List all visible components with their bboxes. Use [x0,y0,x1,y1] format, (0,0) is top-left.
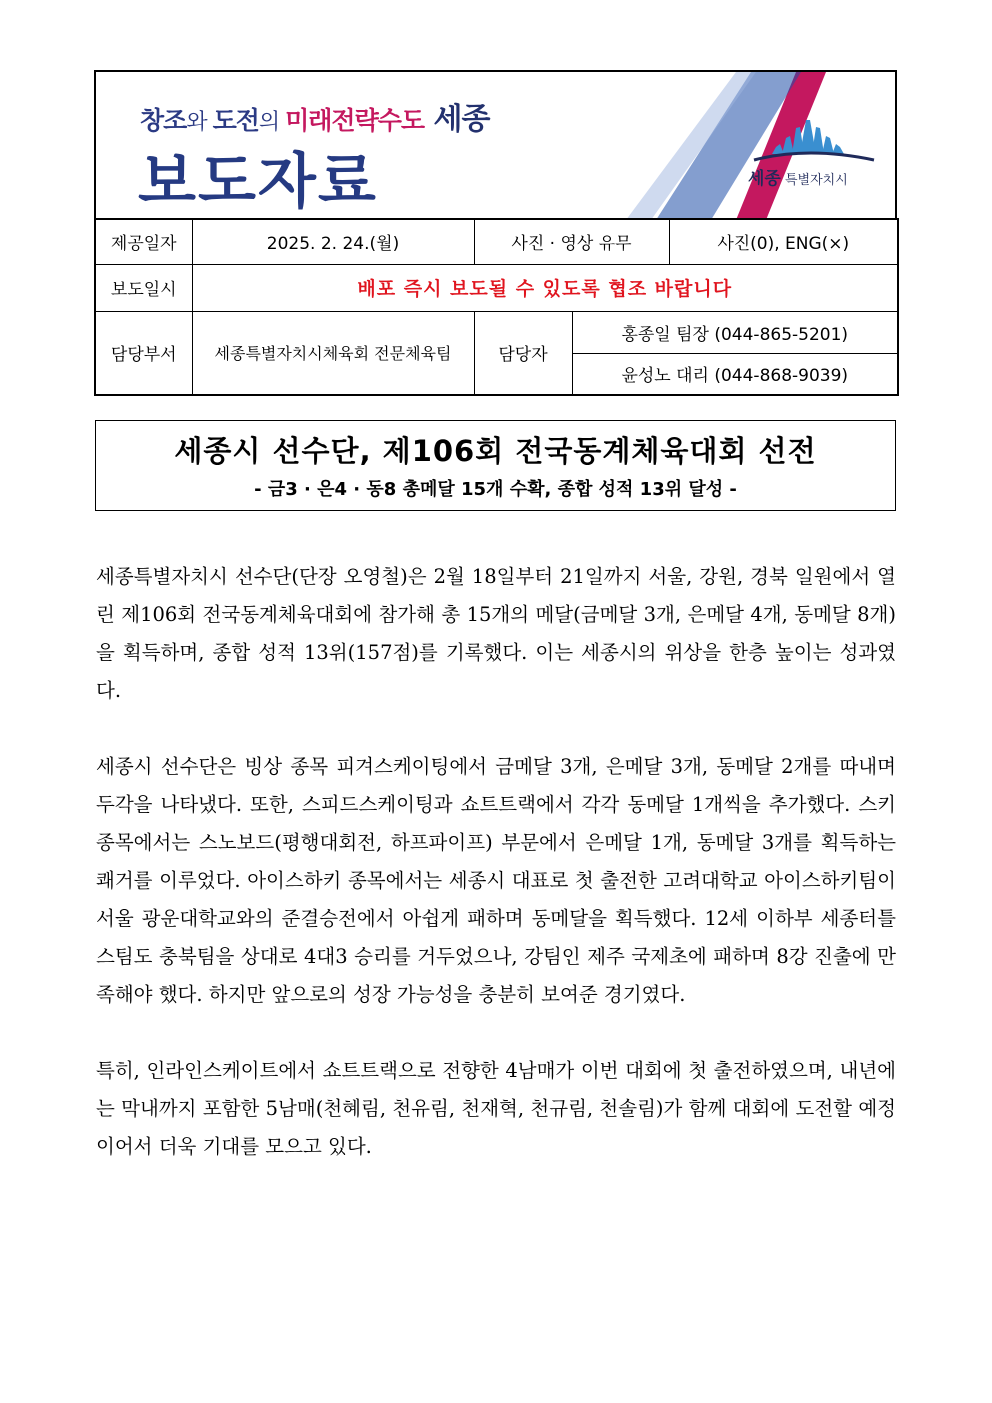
dept-label: 담당부서 [95,311,192,395]
photo-value: 사진(0), ENG(×) [669,219,898,264]
contact-label: 담당자 [474,311,572,395]
header-banner [94,70,897,218]
dept-value: 세종특별자치시체육회 전문체육팀 [192,311,474,395]
slogan-part: 창조 [140,106,187,135]
headline-title: 세종시 선수단, 제106회 전국동계체육대회 선전 [174,434,817,468]
logo-text [748,164,848,189]
photo-label: 사진 · 영상 유무 [474,219,669,264]
provided-date-label: 제공일자 [95,219,192,264]
contact-1: 홍종일 팀장 (044-865-5201) [572,311,898,353]
release-label: 보도일시 [95,264,192,311]
release-value: 배포 즉시 보도될 수 있도록 협조 바랍니다 [192,264,898,311]
headline-subtitle: - 금3 · 은4 · 동8 총메달 15개 수확, 종합 성적 13위 달성 - [254,479,737,500]
slogan-part: 의 [258,110,286,135]
article-body [96,558,896,1204]
logo-name: 세종 [748,169,781,189]
slogan-highlight: 미래전략수도 [285,106,425,135]
body-paragraph: 세종시 선수단은 빙상 종목 피겨스케이팅에서 금메달 3개, 은메달 3개, 동메달 2개를 따내며 두각을 나타냈다. 또한, 스피드스케이팅과 쇼트트랙에서 각각 동메달 1개씩을 추가했다. 스키 종목에서는 스노보드(평행대회전, 하프파이프) 부문에서 은메달 1개, 동메달 3개를 획득하는 쾌거를 이루었다. 아이스하키 종목에서는 세종시 대표로 첫 출전한 고려대학교 아이스하키팀이 서울 광운대학교와의 준결승전에서 아쉽게 패하며 동메달을 획득했다. 12세 이하부 세종터틀스팀도 충북팀을 상대로 4대3 승리를 거두었으나, 강팀인 제주 국제초에 패하며 8강 진출에 만족해야 했다. 하지만 앞으로의 성장 가능성을 충분히 보여준 경기였다. [96,755,896,1006]
slogan [140,94,489,138]
headline-box [95,420,896,511]
press-release-sheet [94,70,897,396]
logo-suffix: 특별자치시 [785,173,848,188]
info-table [94,218,899,396]
slogan-city: 세종 [424,102,490,137]
body-paragraph: 세종특별자치시 선수단(단장 오영철)은 2월 18일부터 21일까지 서울, 강원, 경북 일원에서 열린 제106회 전국동계체육대회에 참가해 총 15개의 메달(금메달 3개, 은메달 4개, 동메달 8개)을 획득하며, 종합 성적 13위(157점)를 기록했다. 이는 세종시의 위상을 한층 높이는 성과였다. [96,565,896,702]
slogan-part: 도전 [212,106,259,135]
body-paragraph: 특히, 인라인스케이트에서 쇼트트랙으로 전향한 4남매가 이번 대회에 첫 출전하였으며, 내년에는 막내까지 포함한 5남매(천혜림, 천유림, 천재혁, 천규림, 천솔림)가 함께 대회에 도전할 예정이어서 더욱 기대를 모으고 있다. [96,1059,896,1158]
doc-type-title: 보도자료 [138,147,378,217]
slogan-part: 와 [186,110,213,135]
provided-date: 2025. 2. 24.(월) [192,219,474,264]
contact-2: 윤성노 대리 (044-868-9039) [572,353,898,395]
